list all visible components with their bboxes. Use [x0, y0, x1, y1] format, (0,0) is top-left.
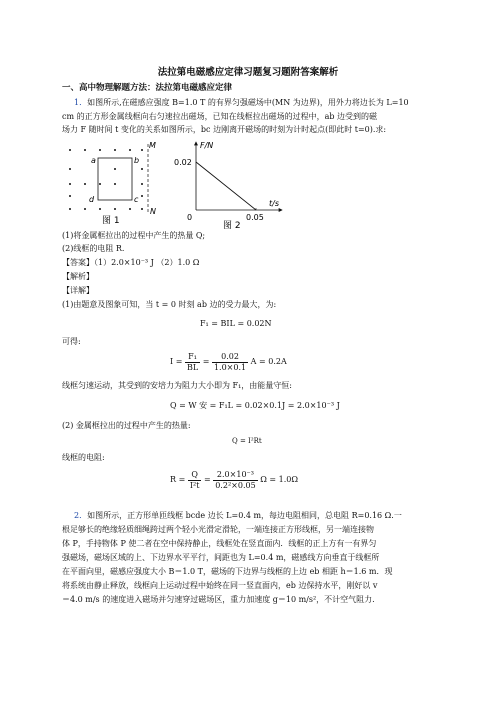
figure1-caption: 图 1 — [102, 216, 120, 226]
equation-1: F₁ = BIL = 0.02N — [200, 319, 272, 328]
equation-5: R = $\frac{Q}{\text{I²t}}$ = $\frac{\text{2.0×10⁻³}}{\text{0.2²×0.05}}$ Ω = 1.0Ω — [170, 469, 298, 490]
series-line — [196, 162, 256, 210]
problem2-line3: 体 P，手持物体 P 使二者在空中保持静止，线框处在竖直面内．线框的正上方有一有界匀 — [62, 539, 377, 548]
analysis-tag: 【解析】 — [62, 272, 94, 281]
equation-2: I = $\frac{\text{F₁}}{BL}$ = $\frac{0.02}{1.0\times 0.1}$ A = 0.2A — [170, 351, 287, 372]
y-tick-label: 0.02 — [174, 158, 192, 167]
problem2-line6: 将系统由静止释放，线框向上运动过程中始终在同一竖直面内，eb 边保持水平，刚好以 v — [62, 581, 378, 590]
x-tick-label: 0.05 — [246, 213, 264, 222]
solution-step-3: 线框匀速运动，其受到的安培力为阻力大小即为 F₁，由能量守恒: — [62, 381, 292, 390]
wire-frame — [98, 158, 132, 200]
problem1-line3: 场力 F 随时间 t 变化的关系如图所示，bc 边刚离开磁场的时刻为计时起点(即此时 t=0).求: — [62, 125, 387, 134]
answer-line: 【答案】（1）2.0×10⁻³ J （2）1.0 Ω — [62, 258, 200, 267]
label-m: M — [149, 141, 156, 150]
section-heading: 一、高中物理解题方法：法拉第电磁感应定律 — [62, 83, 233, 93]
label-a: a — [91, 156, 96, 165]
y-axis-label: F/N — [200, 141, 214, 150]
solution-step-2: 可得: — [62, 337, 81, 346]
equation-3: Q = W 安 = F₁L = 0.02×0.1J = 2.0×10⁻³ J — [170, 401, 340, 410]
solution-step-4: (2) 金属框拉出的过程中产生的热量: — [62, 421, 191, 430]
problem1-line1: 1．如图所示,在磁感应强度 B=1.0 T 的有界匀强磁场中(MN 为边界)，用外力将边长为 L=10 — [74, 98, 409, 107]
question-1: (1)将金属框拉出的过程中产生的热量 Q; — [62, 231, 206, 240]
problem2-line4: 强磁场，磁场区域的上、下边界水平平行，间距也为 L=0.4 m，磁感线方向垂直于线框所 — [62, 553, 380, 562]
problem2-number: 2． — [74, 511, 88, 520]
doc-title: 法拉第电磁感应定律习题复习题附答案解析 — [157, 67, 339, 78]
question-2: (2)线框的电阻 R. — [62, 244, 125, 253]
problem1-number: 1． — [74, 98, 88, 107]
detail-tag: 【详解】 — [62, 286, 94, 295]
label-b: b — [134, 156, 140, 165]
equation-4: Q = I²Rt — [232, 437, 262, 445]
problem2-line5: 在平面向里，磁感应强度大小 B＝1.0 T，磁场的下边界与线框的上边 eb 相距 h＝1.6 m．现 — [62, 567, 393, 576]
label-d: d — [89, 195, 95, 204]
solution-step-1: (1)由题意及图象可知，当 t = 0 时刻 ab 边的受力最大，为: — [62, 300, 277, 309]
figure2-caption: 图 2 — [223, 221, 241, 230]
problem2-line2: 根足够长的绝缘轻质细绳跨过两个轻小光滑定滑轮，一端连接正方形线框，另一端连接物 — [62, 525, 374, 534]
figure-1 — [62, 138, 172, 228]
label-n: N — [150, 207, 156, 216]
problem2-line1: 2．如图所示，正方形单匝线框 bcde 边长 L=0.4 m，每边电阻相同，总电阻 R=0.16 Ω.一 — [74, 511, 402, 520]
origin-label: 0 — [187, 213, 193, 222]
x-axis-label: t/s — [269, 199, 279, 208]
solution-step-5: 线框的电阻: — [62, 453, 105, 462]
label-c: c — [134, 195, 139, 204]
problem1-line2: cm 的正方形金属线框向右匀速拉出磁场，已知在线框拉出磁场的过程中，ab 边受到的磁 — [62, 112, 378, 121]
figure-2-chart — [168, 136, 288, 230]
problem2-line7: ＝4.0 m/s 的速度进入磁场并匀速穿过磁场区，重力加速度 g＝10 m/s²，不计空气阻力. — [62, 595, 375, 604]
